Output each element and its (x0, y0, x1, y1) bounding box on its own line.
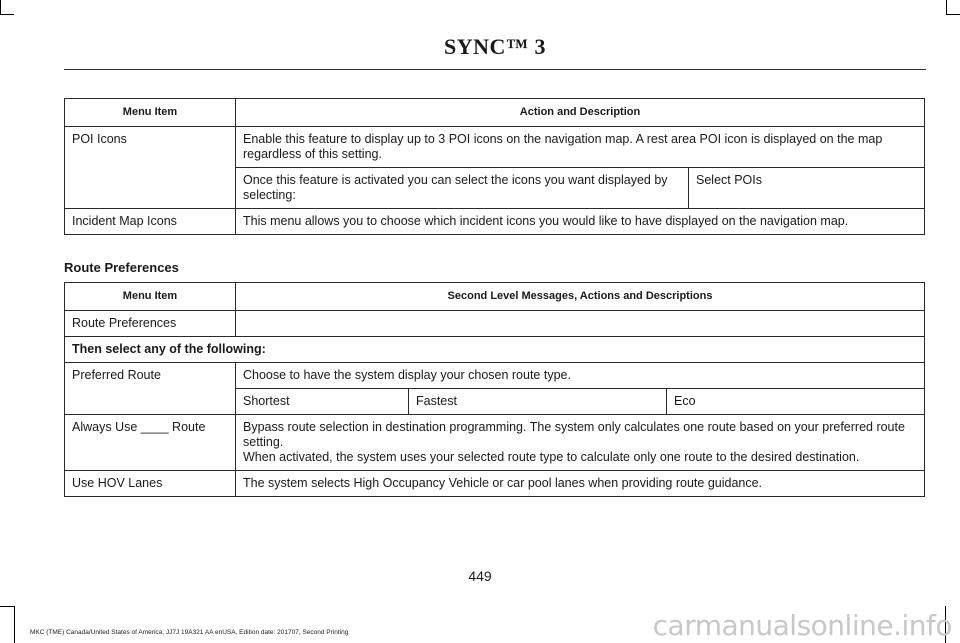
description-cell: Once this feature is activated you can select the icons you want displayed by selecting: (236, 168, 689, 209)
footer-text: MKC (TME) Canada/United States of America, JJ7J 19A321 AA enUSA, Edition date: 201707, Second Printing (30, 629, 349, 636)
description-line: When activated, the system uses your selected route type to calculate only one route to the desired destination. (243, 450, 860, 464)
description-cell (236, 415, 925, 471)
column-header: Menu Item (65, 99, 236, 127)
menu-item-cell: Preferred Route (65, 363, 236, 415)
description-cell: The system selects High Occupancy Vehicle or car pool lanes when providing route guidance. (236, 471, 925, 497)
table-row (65, 127, 925, 168)
menu-item-cell: POI Icons (65, 127, 236, 209)
instruction-cell: Then select any of the following: (65, 337, 925, 363)
table-header-row (65, 99, 925, 127)
page-number: 449 (468, 568, 492, 584)
table-row (65, 337, 925, 363)
navigation-map-table (64, 98, 925, 235)
table-row (65, 363, 925, 389)
menu-item-cell: Incident Map Icons (65, 209, 236, 235)
table-row (65, 209, 925, 235)
description-line: Bypass route selection in destination programming. The system only calculates one route based on your preferred route setting. (243, 420, 905, 449)
menu-item-cell: Route Preferences (65, 311, 236, 337)
column-header: Menu Item (65, 283, 236, 311)
column-header: Action and Description (236, 99, 925, 127)
option-cell: Shortest (236, 389, 409, 415)
header-divider (64, 69, 926, 70)
menu-item-cell: Always Use ____ Route (65, 415, 236, 471)
option-cell: Eco (667, 389, 925, 415)
column-header: Second Level Messages, Actions and Descriptions (236, 283, 925, 311)
option-cell: Select POIs (689, 168, 925, 209)
crop-mark (0, 14, 14, 15)
crop-mark (14, 606, 15, 643)
crop-mark (946, 14, 960, 15)
table-row (65, 311, 925, 337)
description-cell (236, 311, 925, 337)
table-header-row (65, 283, 925, 311)
description-cell: Enable this feature to display up to 3 POI icons on the navigation map. A rest area POI icon is displayed on the map regardless of this setting. (236, 127, 925, 168)
description-cell: Choose to have the system display your chosen route type. (236, 363, 925, 389)
watermark: carmanualsonline.info (652, 609, 952, 642)
description-cell: This menu allows you to choose which incident icons you would like to have displayed on the navigation map. (236, 209, 925, 235)
table-row (65, 471, 925, 497)
table-row (65, 415, 925, 471)
section-title: Route Preferences (64, 260, 179, 275)
crop-mark (0, 606, 14, 607)
menu-item-cell: Use HOV Lanes (65, 471, 236, 497)
crop-mark (0, 0, 1, 14)
crop-mark (946, 0, 947, 14)
page-title: SYNC™ 3 (444, 34, 546, 59)
option-cell: Fastest (409, 389, 667, 415)
route-preferences-table (64, 282, 925, 497)
